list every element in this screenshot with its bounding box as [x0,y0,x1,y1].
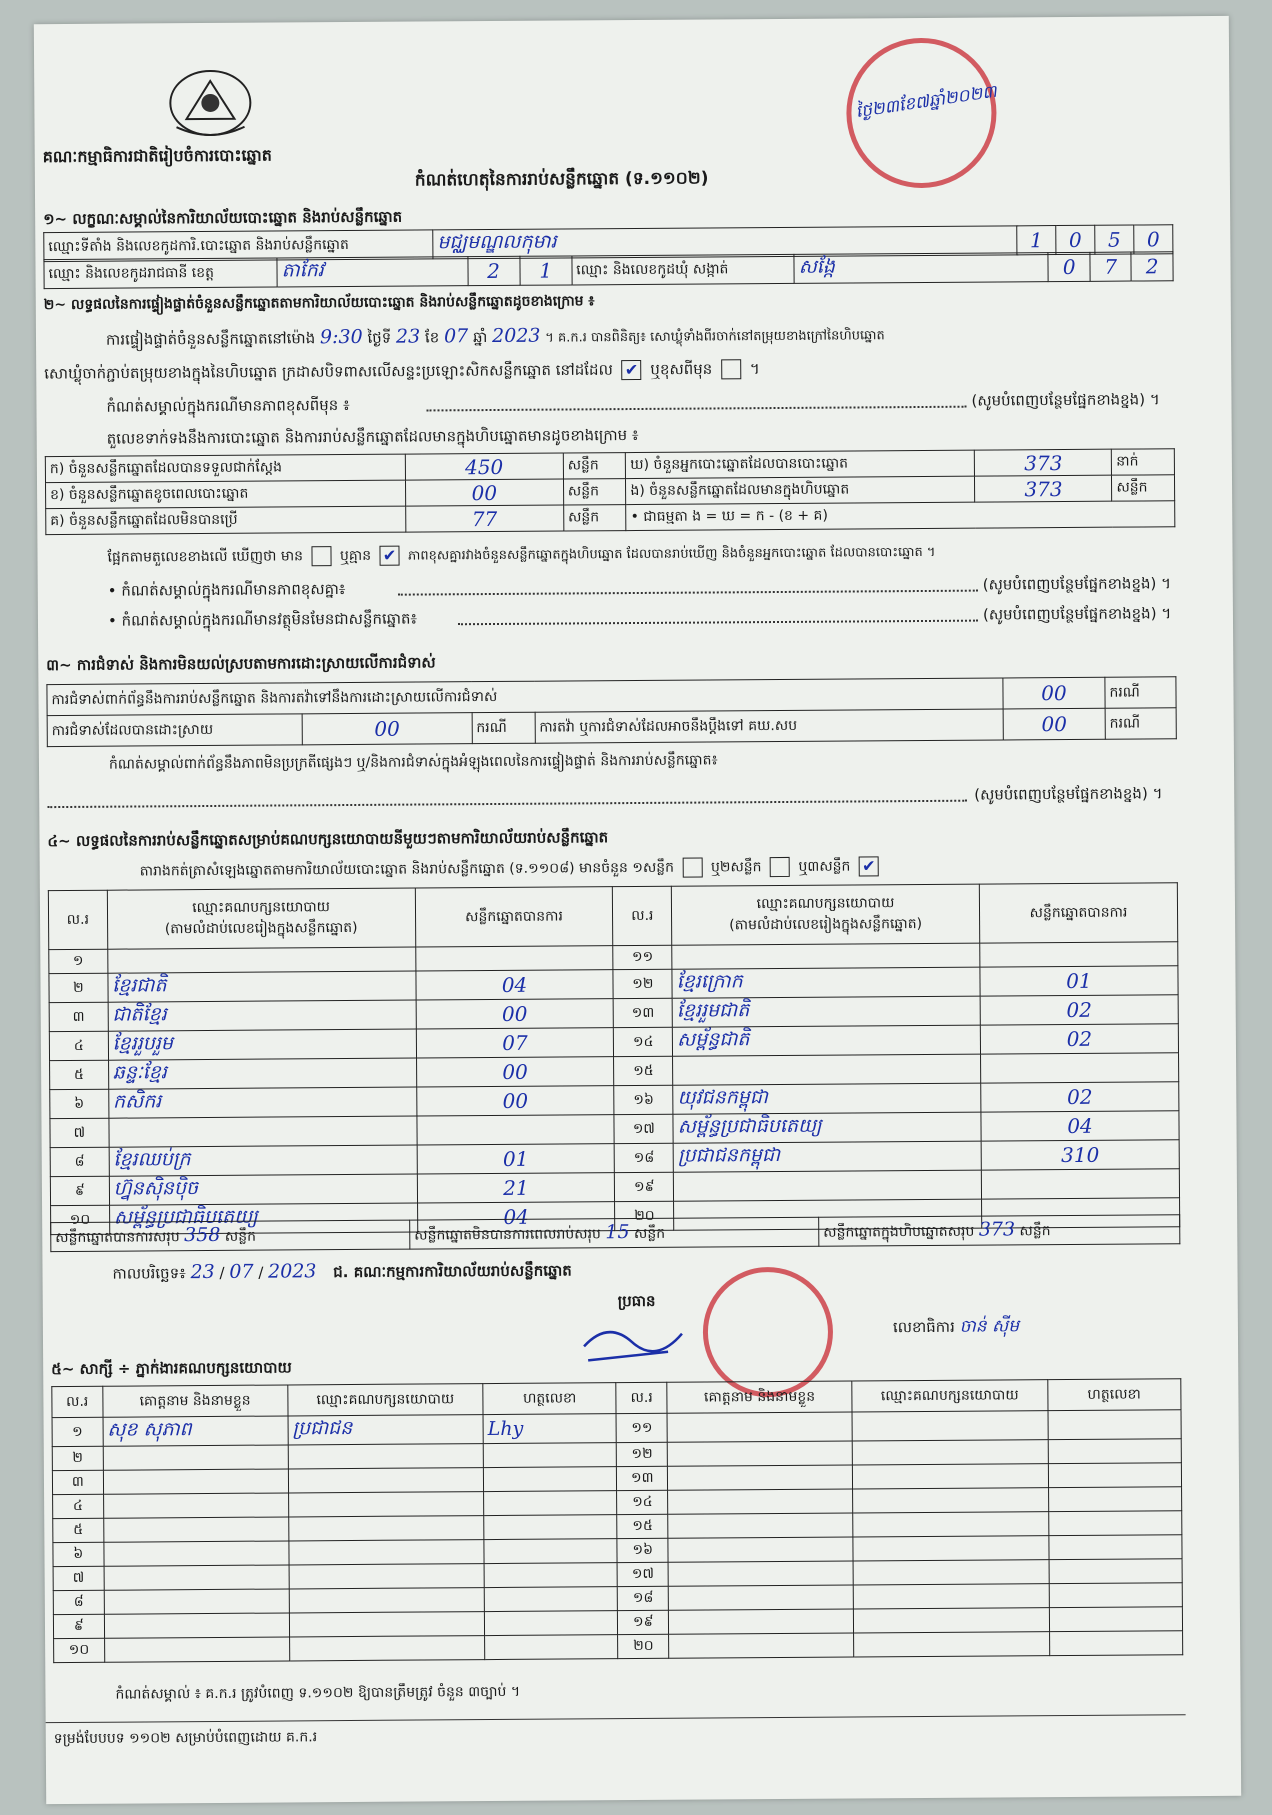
result-no-right: ១១ [613,945,672,969]
results-col-party-right [671,884,979,945]
fig-d-unit: នាក់ [1112,449,1175,475]
result-party-left [109,1116,417,1147]
witness-no-right: ២០ [618,1634,669,1658]
result-party-left: សម្ព័ន្ធប្រជាធិបតេយ្យ [109,1203,417,1234]
total-valid-value: 358 [184,1223,221,1247]
witness-sign-left [484,1539,618,1564]
witness-party-right [852,1411,1048,1441]
result-no-right: ១៨ [615,1143,674,1172]
witness-no-left: ១០ [54,1638,105,1662]
fig-a-value: 450 [405,453,563,480]
compare-line [107,542,935,568]
section1-title: ១~ លក្ខណៈសម្គាល់នៃការិយាល័យបោះឆ្នោត និងរាប់សន្លឹកឆ្នោត [43,207,403,229]
col-party-right-sub: (តាមលំដាប់លេខរៀងក្នុងសន្លឹកឆ្នោត) [729,916,923,934]
secretary-name: ចាន់ ស៊ីម [959,1316,1020,1337]
total-valid-label: សន្លឹកឆ្នោតបានការសរុប [55,1229,180,1247]
compare-c: ភាពខុសគ្នារវាងចំនួនសន្លឹកឆ្នោតក្នុងហិបឆ្នោត ដែលបានរាប់ឃើញ និងចំនួនអ្នកបោះឆ្នោត ដែលបានបោះឆ្នោត ។ [407,544,936,564]
section3-hint: (សូមបំពេញបន្ថែមផ្នែកខាងខ្នង) ។ [974,784,1163,804]
col-party-left-title: ឈ្មោះគណបក្សនយោបាយ [192,899,331,917]
date-month: 07 [229,1260,254,1283]
has-diff-checkbox[interactable] [311,546,331,566]
formula: • ជាធម្មតា ង = ឃ = ក - (ខ + គ) [626,501,1175,531]
witness-name-left [104,1541,289,1566]
section3-title: ៣~ ការជំទាស់ និងការមិនយល់ស្របតាមការដោះស្រាយលើការជំទាស់ [46,653,436,675]
compare-a: ផ្អែកតាមតួលេខខាងលើ ឃើញថា មាន [107,548,304,566]
result-votes-right: 310 [981,1140,1179,1170]
col-party-left-sub: (តាមលំដាប់លេខរៀងក្នុងសន្លឹកឆ្នោត) [164,919,358,938]
secretary-line [893,1317,1019,1336]
witness-no-right: ១៨ [618,1586,669,1610]
result-votes-left: 00 [416,999,614,1029]
result-votes-left: 07 [416,1028,614,1058]
total-valid-unit: សន្លឹក [224,1228,257,1245]
witness-col-name-right: គោត្តនាម និងនាមខ្លួន [667,1381,852,1413]
no-diff-checkbox[interactable]: ✔ [379,546,399,566]
section2-para2: សោឃ្លុំចាក់ភ្ជាប់តម្រុយខាងក្នុងនៃហិបឆ្នោត ក្រដាសបិទពាសលើសន្ទះប្រឡោះសិកសន្លឹកឆ្នោត នៅដដែល ✔ ឬខុសពីមុន ។ [44,359,760,383]
results-col-votes-left: សន្លឹកឆ្នោតបានការ [415,887,613,947]
note4-hint: (សូមបំពេញបន្ថែមផ្នែកខាងខ្នង) ។ [982,604,1172,624]
witness-name-left [103,1469,288,1494]
results-table [48,882,1180,1235]
fig-e-unit: សន្លឹក [1112,475,1175,501]
witness-no-left: ៣ [52,1470,103,1494]
witness-no-right: ១២ [617,1442,668,1466]
objection-row3-unit: ករណី [1105,708,1176,739]
section3-note: កំណត់សម្គាល់ពាក់ព័ន្ធនឹងភាពមិនប្រក្រតីផ្សេងៗ ឬ/និងការជំទាស់ក្នុងអំឡុងពេលនៃការផ្ទៀងផ្ទាត់ និងការរាប់សន្លឹកឆ្នោត៖ [108,752,718,773]
objection-row2-label: ការជំទាស់ដែលបានដោះស្រាយ [47,714,302,747]
witness-party-left [288,1444,484,1469]
opt2-text: ឬ២សន្លឹក [710,859,762,876]
results-col-no-right: ល.រ [613,886,672,945]
objection-row1-label: ការជំទាស់ពាក់ព័ន្ធនឹងការរាប់សន្លឹកឆ្នោត និងការតវ៉ាទៅនឹងការដោះស្រាយលើការជំទាស់ [47,678,1003,716]
total-valid [51,1220,410,1252]
result-votes-right: 02 [980,995,1178,1025]
witness-sign-right [1048,1439,1182,1464]
result-party-right [672,943,980,969]
result-no-right: ១៩ [615,1172,674,1201]
total-invalid-value: 15 [605,1221,630,1244]
intro-text: តារាងកត់ត្រាសំឡេងឆ្នោតតាមការិយាល័យបោះឆ្នោត និងរាប់សន្លឹកឆ្នោត (ទ.១១០៨) មានចំនួន ១សន្លឹក [139,859,675,880]
footer-rule [46,1714,1186,1723]
witness-table [51,1378,1183,1663]
committee-name: គណៈកម្មាធិការជាតិរៀបចំការបោះឆ្នោត [42,145,272,167]
sheet2-checkbox[interactable] [770,857,790,877]
result-no-right: ១៣ [614,998,673,1027]
result-party-right: ខ្មែរក្រោក [672,967,980,998]
commune-code-2: 7 [1090,252,1132,281]
witness-name-right [668,1513,853,1538]
witness-party-right [852,1440,1048,1465]
witness-name-left [104,1637,289,1662]
witness-sign-left [485,1611,619,1636]
total-box-value: 373 [978,1218,1016,1241]
fig-a-unit: សន្លឹក [563,453,626,479]
chair-signature-icon [578,1312,688,1373]
witness-body [52,1410,1183,1663]
day-value: 23 [395,325,421,348]
witness-col-name-left: គោត្តនាម និងនាមខ្លួន [102,1385,287,1417]
result-votes-right: 02 [980,1024,1178,1054]
result-no-left: ៤ [49,1031,108,1060]
commune-name: សង្កែ [794,253,1049,284]
witness-no-left: ៦ [53,1542,104,1566]
witness-sign-left [483,1467,617,1492]
result-no-left: ៦ [50,1089,109,1118]
date-stamp [846,37,997,188]
witness-name-right [667,1441,852,1466]
witness-no-right: ១៧ [618,1562,669,1586]
note4-line [458,620,978,626]
result-votes-left [415,946,613,971]
section5-title: ៥~ សាក្សី ÷ ភ្នាក់ងារគណបក្សនយោបាយ [51,1358,292,1379]
station-label: ឈ្មោះទីតាំង និងលេខកូដការិ.បោះឆ្នោត និងរាប់សន្លឹកឆ្នោត [44,230,433,262]
total-invalid-unit: សន្លឹក [633,1225,666,1243]
results-col-votes-right: សន្លឹកឆ្នោតបានការ [979,883,1177,943]
section3-note-line [47,800,967,808]
result-votes-left: 04 [417,1202,615,1232]
witness-party-right [853,1584,1049,1609]
fig-b-value: 00 [405,479,563,506]
witness-sign-right [1048,1535,1182,1560]
result-votes-left: 00 [416,1057,614,1087]
para2b: ឬខុសពីមុន [650,359,713,379]
result-no-left: ១ [49,949,108,973]
result-no-right: ១៧ [614,1114,673,1143]
result-votes-left: 21 [417,1173,615,1203]
witness-name-left [104,1613,289,1638]
result-votes-right: 04 [981,1111,1179,1141]
commune-code-3: 2 [1131,252,1173,281]
same-checkbox[interactable]: ✔ [622,360,642,380]
witness-no-left: ៧ [53,1566,104,1590]
witness-no-left: ៥ [53,1518,104,1542]
total-invalid [410,1217,819,1249]
witness-no-right: ១៩ [618,1610,669,1634]
total-invalid-label: សន្លឹកឆ្នោតមិនបានការពេលរាប់សរុប [414,1226,601,1244]
result-party-left: ខ្មែរជាតិ [108,971,416,1002]
witness-name-right [668,1465,853,1490]
note4: • កំណត់សម្គាល់ក្នុងករណីមានវត្ថុមិនមែនជាសន្លឹកឆ្នោត៖ [107,609,418,630]
witness-name-right [668,1585,853,1610]
witness-name-left: សុខ សុភាព [103,1416,288,1446]
date-year: 2023 [268,1260,317,1283]
result-no-left: ២ [49,973,108,1002]
witness-name-right [669,1633,854,1658]
para1c: ខែ [424,328,440,347]
result-votes-right [981,1169,1179,1199]
result-votes-left: 00 [416,1086,614,1116]
col-party-right-title: ឈ្មោះគណបក្សនយោបាយ [756,895,895,913]
witness-no-right: ១៤ [617,1490,668,1514]
opt3-text: ឬ៣សន្លឹក [798,858,851,875]
province-label: ឈ្មោះ និងលេខកូដរាជធានី ខេត្ត [44,258,277,289]
emblem-icon [162,63,259,140]
fig-a-label: ក) ចំនួនសន្លឹកឆ្នោតដែលបានទទួលជាក់ស្តែង [45,454,405,483]
result-votes-right [980,1053,1178,1083]
witness-sign-left [484,1563,618,1588]
witness-sign-left [484,1587,618,1612]
witness-no-right: ១៦ [617,1538,668,1562]
witness-party-left: ប្រជាជន [288,1415,484,1445]
witness-no-left: ១ [52,1417,103,1446]
result-no-left: ៨ [50,1147,109,1176]
note2: តួលេខទាក់ទងនឹងការបោះឆ្នោត និងការរាប់សន្លឹកឆ្នោតដែលមានក្នុងហិបឆ្នោតមានដូចខាងក្រោម ៖ [106,425,639,448]
result-no-right: ១៤ [614,1027,673,1056]
secretary-label: លេខាធិការ [892,1317,955,1337]
witness-sign-right [1048,1463,1182,1488]
year-value: 2023 [492,324,541,348]
province-code-2: 1 [520,256,572,285]
result-no-left: ៧ [50,1118,109,1147]
witness-party-right [853,1512,1049,1537]
result-no-right: ១២ [613,969,672,998]
note3-hint: (សូមបំពេញបន្ថែមផ្នែកខាងខ្នង) ។ [982,574,1172,594]
witness-sign-left [483,1443,617,1468]
witness-party-left [289,1636,485,1661]
result-party-right: សម្ព័ន្ធប្រជាធិបតេយ្យ [673,1112,981,1143]
footer-text: ទម្រង់បែបបទ ១១០២ សម្រាប់បំពេញដោយ គ.ក.រ [53,1729,318,1748]
total-box-unit: សន្លឹក [1019,1223,1051,1240]
station-code-1: 1 [1017,226,1056,255]
province-name: តាកែវ [277,257,468,287]
result-no-left: ៥ [50,1060,109,1089]
witness-sign-right [1049,1631,1183,1656]
fig-d-label: ឃ) ចំនួនអ្នកបោះឆ្នោតដែលបានបោះឆ្នោត [626,450,975,478]
result-no-right: ១៥ [614,1056,673,1085]
section2-para1 [106,324,885,350]
result-party-left: ខ្មែររួបរួម [108,1029,416,1060]
commune-code-1: 0 [1048,252,1090,281]
result-party-right [673,1170,981,1201]
witness-party-right [853,1464,1049,1489]
committee-label: ជ. គណៈកម្មការការិយាល័យរាប់សន្លឹកឆ្នោត [333,1261,572,1282]
objection-row1-value: 00 [1003,677,1105,709]
result-party-right [673,1054,981,1085]
result-votes-left [416,1115,614,1145]
fig-d-value: 373 [975,449,1112,476]
result-no-left: ៣ [49,1002,108,1031]
station-code-4: 0 [1134,225,1173,254]
witness-party-right [854,1632,1050,1657]
result-party-left: កសិករ [108,1087,416,1118]
official-seal-icon [702,1267,833,1398]
fig-c-label: គ) ចំនួនសន្លឹកឆ្នោតដែលមិនបានប្រើ [46,506,406,535]
province-code-1: 2 [467,256,519,285]
result-no-right: ២០ [615,1201,674,1230]
witness-name-right [669,1609,854,1634]
witness-col-party-right: ឈ្មោះគណបក្សនយោបាយ [852,1380,1048,1412]
fig-e-label: ង) ចំនួនសន្លឹកឆ្នោតដែលមានក្នុងហិបឆ្នោត [626,476,975,504]
chair-label: ប្រធាន [617,1291,656,1311]
witness-no-left: ៨ [53,1590,104,1614]
result-party-left: ជាតិខ្មែរ [108,1000,416,1031]
station-name: មជ្ឈមណ្ឌលកុមារ [433,226,1017,259]
witness-party-left [289,1588,485,1613]
station-code-2: 0 [1056,225,1095,254]
witness-name-left [103,1517,288,1542]
result-no-left: ១០ [51,1205,110,1234]
date-day: 23 [190,1260,215,1284]
para2a: សោឃ្លុំចាក់ភ្ជាប់តម្រុយខាងក្នុងនៃហិបឆ្នោត ក្រដាសបិទពាសលើសន្ទះប្រឡោះសិកសន្លឹកឆ្នោត នៅដដែល [44,360,613,383]
results-col-party-left [107,888,415,949]
witness-sign-right [1049,1583,1183,1608]
result-party-right: ខ្មែររួមជាតិ [672,996,980,1027]
note1-hint: (សូមបំពេញបន្ថែមផ្នែកខាងខ្នង) ។ [971,390,1160,410]
objection-row2-unit: ករណី [472,712,535,743]
witness-name-left [103,1445,288,1470]
witness-col-no-right: ល.រ [616,1382,667,1413]
witness-name-left [104,1565,289,1590]
witness-party-left [289,1564,485,1589]
witness-sign-right [1048,1487,1182,1512]
date-label: កាលបរិច្ឆេទ៖ [112,1264,186,1283]
result-votes-right [980,942,1178,967]
sheet1-checkbox[interactable] [682,858,702,878]
witness-name-right [668,1489,853,1514]
objection-row3-label: ការតវ៉ា ឬការជំទាស់ដែលអាចនឹងប្តឹងទៅ គឃ.សប [535,709,1004,743]
witness-sign-left [485,1635,619,1660]
witness-sign-right [1049,1607,1183,1632]
section2-title: ២~ លទ្ធផលនៃការផ្ទៀងផ្ទាត់ចំនួនសន្លឹកឆ្នោតតាមការិយាល័យបោះឆ្នោត និងរាប់សន្លឹកឆ្នោតដូចខាងក្រោម ៖ [43,293,595,314]
objection-row2-value: 00 [302,713,472,745]
fig-b-label: ខ) ចំនួនសន្លឹកឆ្នោតខូចពេលបោះឆ្នោត [46,480,406,509]
note3-line [398,590,978,596]
witness-no-right: ១៣ [617,1466,668,1490]
total-box [819,1215,1180,1247]
commune-label: ឈ្មោះ និងលេខកូដឃុំ សង្កាត់ [572,254,795,285]
result-party-right: យុវជនកម្ពុជា [673,1083,981,1114]
witness-name-right [668,1561,853,1586]
witness-party-left [289,1540,485,1565]
objection-row3-value: 00 [1003,708,1105,740]
witness-party-right [854,1608,1050,1633]
witness-no-left: ២ [52,1446,103,1470]
different-checkbox[interactable] [721,359,741,379]
results-body [49,942,1180,1235]
form-sheet [34,16,1241,1804]
witness-party-right [853,1536,1049,1561]
note1: កំណត់សម្គាល់ក្នុងករណីមានភាពខុសពីមុន ៖ [106,395,350,416]
result-votes-right: 02 [981,1082,1179,1112]
result-votes-left: 04 [415,970,613,1000]
note1-line [427,406,967,412]
form-title: កំណត់ហេតុនៃការរាប់សន្លឹកឆ្នោត (ទ.១១០២) [414,168,709,191]
result-party-left: ខ្មែរឈប់ក្រ [109,1145,417,1176]
witness-party-left [288,1492,484,1517]
section4-intro [140,856,883,881]
witness-col-party-left: ឈ្មោះគណបក្សនយោបាយ [288,1384,484,1416]
witness-name-right [668,1537,853,1562]
para1b: ថ្ងៃទី [367,328,392,347]
witness-party-right [853,1488,1049,1513]
result-votes-left: 01 [417,1144,615,1174]
witness-name-left [104,1589,289,1614]
witness-party-left [288,1468,484,1493]
witness-col-sign-right: ហត្ថលេខា [1047,1379,1181,1411]
witness-party-right [853,1560,1049,1585]
date-line: កាលបរិច្ឆេទ៖ 23 / 07 / 2023 ជ. គណៈកម្មការការិយាល័យរាប់សន្លឹកឆ្នោត [112,1260,572,1284]
witness-sign-left [484,1491,618,1516]
result-party-left: ហ្វ៊ុនស៊ិនប៉ិច [109,1174,417,1205]
objections-table [46,676,1176,747]
witness-col-sign-left: ហត្ថលេខា [483,1383,617,1415]
time-value: 9:30 [319,325,363,349]
result-no-left: ៩ [50,1176,109,1205]
sheet3-checkbox[interactable]: ✔ [859,856,879,876]
result-no-right: ១៦ [614,1085,673,1114]
para1d: ឆ្នាំ [472,328,488,347]
fig-e-value: 373 [975,475,1112,502]
result-votes-right: 01 [980,966,1178,996]
witness-name-right [667,1412,852,1442]
witness-sign-left [484,1515,618,1540]
fig-c-value: 77 [405,505,563,532]
witness-sign-right [1048,1511,1182,1536]
witness-no-right: ១៥ [617,1514,668,1538]
witness-no-right: ១១ [616,1413,667,1442]
para1e: ។ គ.ក.រ បានពិនិត្យ៖ សោឃ្លុំទាំងពីរចាក់នៅតម្រុយខាងក្រៅនៃហិបឆ្នោត [545,328,885,346]
month-value: 07 [443,325,469,348]
fig-b-unit: សន្លឹក [563,479,626,505]
figures-table [45,448,1176,535]
result-party-right: ប្រជាជនកម្ពុជា [673,1141,981,1172]
witness-no-left: ៩ [53,1614,104,1638]
witness-sign-right [1049,1559,1183,1584]
stamp-text: ថ្ងៃ២៣ខែ៧ឆ្នាំ២០២៣ [854,81,999,123]
witness-party-left [288,1516,484,1541]
witness-party-left [289,1612,485,1637]
objection-row1-unit: ករណី [1105,677,1176,708]
fig-c-unit: សន្លឹក [563,505,626,531]
results-col-no-left: ល.រ [48,890,107,949]
compare-b: ឬគ្មាន [339,547,372,565]
witness-sign-right [1048,1410,1182,1440]
total-box-label: សន្លឹកឆ្នោតក្នុងហិបឆ្នោតសរុប [823,1223,975,1241]
witness-no-left: ៤ [53,1494,104,1518]
note3: • កំណត់សម្គាល់ក្នុងករណីមានភាពខុសគ្នា៖ [107,580,346,600]
witness-name-left [103,1493,288,1518]
footnote: កំណត់សម្គាល់ ៖ គ.ក.រ ត្រូវបំពេញ ទ.១១០២ ឱ្យបានត្រឹមត្រូវ ចំនួន ៣ច្បាប់ ។ [115,1683,521,1703]
result-party-right: សម្ព័ន្ធជាតិ [672,1025,980,1056]
result-party-left [107,947,415,973]
para1a: ការផ្ទៀងផ្ទាត់ចំនួនសន្លឹកឆ្នោតនៅម៉ោង [105,329,316,349]
station-code-3: 5 [1095,225,1134,254]
result-party-left: ឆន្ទៈខ្មែរ [108,1058,416,1089]
witness-sign-left: Lhy [483,1414,617,1444]
witness-col-no-left: ល.រ [52,1386,103,1417]
section4-title: ៤~ លទ្ធផលនៃការរាប់សន្លឹកឆ្នោតសម្រាប់គណបក្សនយោបាយនីមួយៗតាមការិយាល័យរាប់សន្លឹកឆ្នោត [47,828,609,851]
